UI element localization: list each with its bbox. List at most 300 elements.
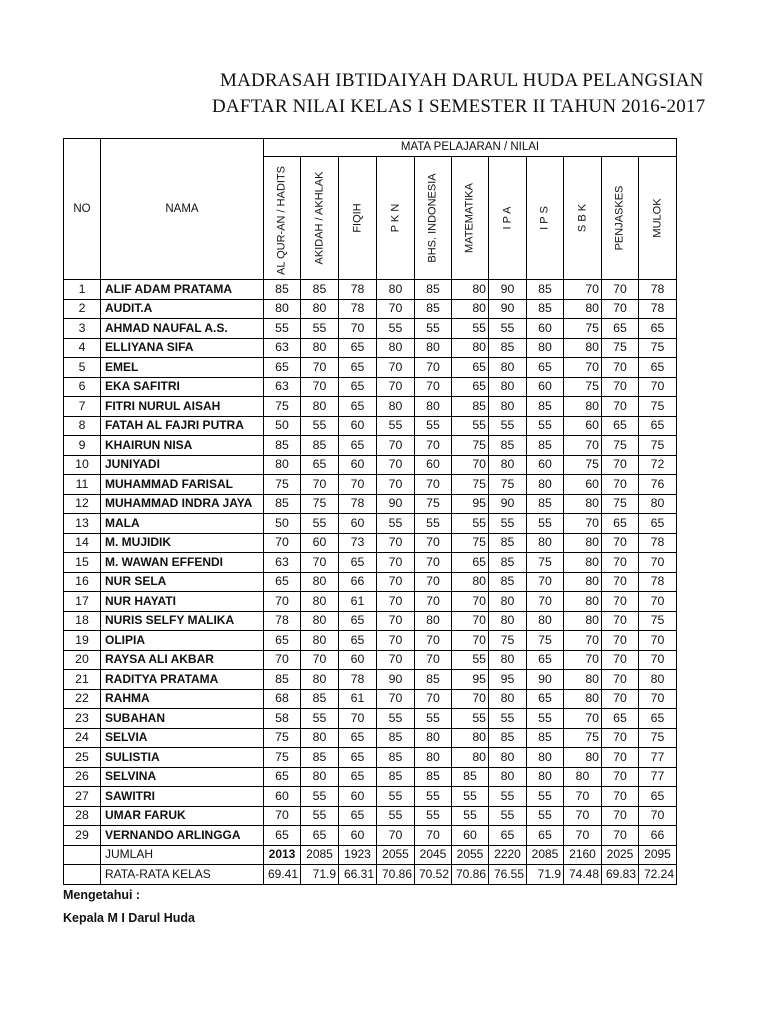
grade-cell: 55	[301, 319, 339, 339]
student-name: SUBAHAN	[101, 709, 264, 729]
grade-cell: 65	[339, 767, 377, 787]
grade-cell: 78	[639, 280, 677, 300]
grade-cell: 65	[264, 767, 301, 787]
grade-cell: 70	[602, 572, 639, 592]
grade-cell: 70	[602, 553, 639, 573]
grade-cell: 55	[489, 319, 527, 339]
table-row	[64, 455, 677, 475]
grade-cell: 80	[301, 397, 339, 417]
grade-cell: 55	[415, 787, 452, 807]
table-row	[64, 338, 677, 358]
grade-cell: 80	[301, 592, 339, 612]
header-nama: NAMA	[101, 139, 264, 280]
grade-cell: 85	[415, 299, 452, 319]
grade-cell: 80	[301, 572, 339, 592]
grade-cell: 78	[639, 299, 677, 319]
grade-cell: 65	[452, 553, 489, 573]
grade-cell: 85	[527, 280, 564, 300]
grade-cell: 70	[415, 592, 452, 612]
grade-cell: 55	[489, 709, 527, 729]
grade-cell: 85	[527, 494, 564, 514]
grade-cell: 55	[527, 709, 564, 729]
grade-cell: 80	[489, 377, 527, 397]
grade-cell: 80	[415, 728, 452, 748]
grade-cell: 55	[452, 709, 489, 729]
grade-cell: 80	[264, 299, 301, 319]
grade-cell: 75	[301, 494, 339, 514]
student-name: AHMAD NAUFAL A.S.	[101, 319, 264, 339]
grade-cell: 70	[602, 475, 639, 495]
row-number: 7	[64, 397, 101, 417]
grade-cell: 80	[489, 611, 527, 631]
grade-cell: 75	[527, 631, 564, 651]
summary-cell: 2025	[602, 845, 639, 865]
table-row	[64, 709, 677, 729]
grade-cell: 85	[264, 494, 301, 514]
grade-cell: 70	[339, 319, 377, 339]
grade-cell: 66	[339, 572, 377, 592]
table-row	[64, 611, 677, 631]
grade-cell: 55	[415, 709, 452, 729]
summary-cell: 69.83	[602, 865, 639, 885]
grade-cell: 60	[339, 826, 377, 846]
grade-cell: 65	[602, 416, 639, 436]
grade-cell: 55	[489, 416, 527, 436]
grade-cell: 65	[264, 631, 301, 651]
grade-cell: 55	[489, 514, 527, 534]
grade-cell: 70	[415, 572, 452, 592]
grade-cell: 55	[301, 416, 339, 436]
grade-cell: 65	[339, 553, 377, 573]
grade-cell: 70	[602, 455, 639, 475]
grade-cell: 55	[264, 319, 301, 339]
header-subject-label: S B K	[576, 203, 588, 233]
grade-cell: 80	[489, 455, 527, 475]
grade-cell: 55	[301, 709, 339, 729]
grade-cell: 65	[264, 358, 301, 378]
grade-cell: 75	[264, 475, 301, 495]
student-name: MUHAMMAD INDRA JAYA	[101, 494, 264, 514]
header-no: NO	[64, 139, 101, 280]
table-row	[64, 728, 677, 748]
grade-cell: 55	[452, 416, 489, 436]
header-subject	[564, 157, 602, 280]
footer-signatory: Kepala M I Darul Huda	[63, 911, 195, 925]
header-subject-label: P K N	[389, 203, 401, 233]
grade-cell: 85	[527, 397, 564, 417]
grade-cell: 75	[527, 553, 564, 573]
student-name: RAYSA ALI AKBAR	[101, 650, 264, 670]
grade-cell: 65	[639, 319, 677, 339]
table-row	[64, 397, 677, 417]
summary-cell: 2220	[489, 845, 527, 865]
row-number: 21	[64, 670, 101, 690]
grade-cell: 70	[602, 728, 639, 748]
grade-cell: 65	[339, 358, 377, 378]
grade-cell: 65	[339, 806, 377, 826]
grade-cell: 70	[602, 358, 639, 378]
grade-cell: 85	[301, 436, 339, 456]
grade-cell: 80	[452, 748, 489, 768]
grade-cell: 70	[564, 631, 602, 651]
grade-cell: 70	[564, 806, 602, 826]
grade-cell: 70	[452, 455, 489, 475]
grade-cell: 60	[339, 650, 377, 670]
grade-cell: 65	[339, 377, 377, 397]
header-subject	[377, 157, 415, 280]
grade-cell: 80	[377, 280, 415, 300]
grade-cell: 70	[602, 611, 639, 631]
grade-cell: 80	[489, 650, 527, 670]
grade-cell: 85	[527, 436, 564, 456]
grade-cell: 70	[602, 299, 639, 319]
grade-cell: 70	[301, 553, 339, 573]
summary-cell: 70.52	[415, 865, 452, 885]
grade-cell: 75	[564, 728, 602, 748]
summary-label: RATA-RATA KELAS	[101, 865, 264, 885]
table-row	[64, 670, 677, 690]
grade-cell: 70	[301, 358, 339, 378]
table-row	[64, 436, 677, 456]
grade-cell: 85	[264, 280, 301, 300]
grade-cell: 77	[639, 748, 677, 768]
grade-cell: 75	[564, 319, 602, 339]
grade-cell: 78	[639, 533, 677, 553]
grade-cell: 80	[301, 670, 339, 690]
grade-cell: 75	[602, 436, 639, 456]
grade-cell: 72	[639, 455, 677, 475]
row-number: 17	[64, 592, 101, 612]
grade-cell: 70	[639, 377, 677, 397]
header-subject-label: AKIDAH / AKHLAK	[313, 171, 325, 265]
summary-blank	[64, 865, 101, 885]
grade-cell: 95	[489, 670, 527, 690]
grade-cell: 61	[339, 689, 377, 709]
grade-cell: 80	[564, 494, 602, 514]
summary-label: JUMLAH	[101, 845, 264, 865]
header-subject-label: I P A	[501, 206, 513, 230]
summary-cell: 2160	[564, 845, 602, 865]
student-name: VERNANDO ARLINGGA	[101, 826, 264, 846]
row-number: 15	[64, 553, 101, 573]
grade-cell: 75	[564, 377, 602, 397]
summary-cell: 76.55	[489, 865, 527, 885]
grade-cell: 85	[527, 299, 564, 319]
grade-cell: 80	[301, 631, 339, 651]
grade-cell: 70	[301, 475, 339, 495]
grade-cell: 80	[564, 553, 602, 573]
grade-cell: 75	[452, 475, 489, 495]
grade-cell: 65	[527, 358, 564, 378]
grade-cell: 75	[639, 397, 677, 417]
grade-cell: 55	[415, 514, 452, 534]
document-title: MADRASAH IBTIDAIYAH DARUL HUDA PELANGSIAN	[220, 70, 704, 91]
grade-cell: 80	[489, 767, 527, 787]
grade-cell: 90	[527, 670, 564, 690]
grade-cell: 55	[415, 416, 452, 436]
grade-cell: 70	[415, 377, 452, 397]
grade-cell: 70	[564, 280, 602, 300]
table-row	[64, 689, 677, 709]
row-number: 1	[64, 280, 101, 300]
grade-cell: 80	[489, 592, 527, 612]
summary-cell: 66.31	[339, 865, 377, 885]
row-number: 19	[64, 631, 101, 651]
grade-cell: 63	[264, 338, 301, 358]
grade-cell: 70	[639, 592, 677, 612]
grade-cell: 75	[489, 631, 527, 651]
grade-cell: 70	[602, 806, 639, 826]
student-name: FITRI NURUL AISAH	[101, 397, 264, 417]
grade-cell: 65	[301, 826, 339, 846]
row-number: 22	[64, 689, 101, 709]
grade-cell: 65	[639, 358, 677, 378]
summary-cell: 2055	[377, 845, 415, 865]
row-number: 2	[64, 299, 101, 319]
grade-cell: 75	[415, 494, 452, 514]
table-row	[64, 299, 677, 319]
grade-cell: 80	[527, 475, 564, 495]
sum-row-average	[64, 865, 677, 885]
grade-cell: 70	[377, 455, 415, 475]
grade-cell: 80	[301, 338, 339, 358]
grade-cell: 75	[264, 397, 301, 417]
summary-cell: 69.41	[264, 865, 301, 885]
grade-cell: 80	[489, 689, 527, 709]
table-row	[64, 494, 677, 514]
grade-cell: 78	[339, 299, 377, 319]
grade-cell: 80	[452, 728, 489, 748]
grade-cell: 65	[639, 514, 677, 534]
grade-cell: 55	[452, 650, 489, 670]
student-name: M. WAWAN EFFENDI	[101, 553, 264, 573]
grade-cell: 75	[452, 436, 489, 456]
grade-cell: 80	[527, 338, 564, 358]
header-subject	[602, 157, 639, 280]
grade-cell: 65	[639, 709, 677, 729]
student-name: SULISTIA	[101, 748, 264, 768]
grade-cell: 75	[264, 728, 301, 748]
grade-cell: 80	[301, 767, 339, 787]
grade-cell: 70	[377, 592, 415, 612]
grade-cell: 80	[452, 299, 489, 319]
grade-cell: 78	[339, 280, 377, 300]
header-subject	[527, 157, 564, 280]
grade-cell: 70	[377, 631, 415, 651]
grade-cell: 63	[264, 553, 301, 573]
grade-cell: 70	[564, 787, 602, 807]
grade-cell: 85	[452, 397, 489, 417]
header-subject	[452, 157, 489, 280]
grade-cell: 65	[339, 748, 377, 768]
grade-cell: 80	[527, 748, 564, 768]
student-name: OLIPIA	[101, 631, 264, 651]
student-name: SELVINA	[101, 767, 264, 787]
header-subject-label: AL QUR-AN / HADITS	[275, 166, 288, 275]
grade-cell: 65	[339, 338, 377, 358]
table-row	[64, 592, 677, 612]
grade-cell: 50	[264, 514, 301, 534]
grade-cell: 70	[264, 806, 301, 826]
table-row	[64, 416, 677, 436]
grade-cell: 60	[527, 455, 564, 475]
grade-cell: 70	[564, 358, 602, 378]
grade-cell: 60	[527, 319, 564, 339]
grade-cell: 80	[564, 670, 602, 690]
grade-cell: 55	[527, 514, 564, 534]
student-name: RAHMA	[101, 689, 264, 709]
student-name: M. MUJIDIK	[101, 533, 264, 553]
row-number: 6	[64, 377, 101, 397]
grade-cell: 75	[264, 748, 301, 768]
grade-cell: 85	[264, 436, 301, 456]
grade-cell: 85	[415, 767, 452, 787]
grade-cell: 55	[377, 416, 415, 436]
grade-cell: 55	[527, 416, 564, 436]
grade-cell: 80	[564, 611, 602, 631]
grade-cell: 80	[564, 767, 602, 787]
grades-table	[63, 138, 677, 885]
row-number: 28	[64, 806, 101, 826]
student-name: UMAR FARUK	[101, 806, 264, 826]
grade-cell: 55	[377, 709, 415, 729]
row-number: 11	[64, 475, 101, 495]
grade-cell: 70	[602, 767, 639, 787]
row-number: 13	[64, 514, 101, 534]
grade-cell: 55	[301, 806, 339, 826]
grade-cell: 70	[415, 631, 452, 651]
grade-cell: 90	[489, 494, 527, 514]
grade-cell: 70	[452, 689, 489, 709]
grade-cell: 80	[452, 280, 489, 300]
grade-cell: 65	[339, 728, 377, 748]
row-number: 14	[64, 533, 101, 553]
footer-acknowledged: Mengetahui :	[63, 888, 141, 902]
table-row	[64, 475, 677, 495]
table-row	[64, 572, 677, 592]
grade-cell: 70	[377, 475, 415, 495]
header-subject-group: MATA PELAJARAN / NILAI	[264, 139, 677, 157]
sum-row-total	[64, 845, 677, 865]
grade-cell: 85	[377, 767, 415, 787]
student-name: SELVIA	[101, 728, 264, 748]
header-subject	[415, 157, 452, 280]
grade-cell: 80	[452, 338, 489, 358]
grade-cell: 80	[377, 338, 415, 358]
grade-cell: 70	[377, 553, 415, 573]
grade-cell: 75	[602, 338, 639, 358]
grade-cell: 55	[452, 514, 489, 534]
row-number: 18	[64, 611, 101, 631]
grade-cell: 70	[602, 280, 639, 300]
row-number: 12	[64, 494, 101, 514]
student-name: KHAIRUN NISA	[101, 436, 264, 456]
grade-cell: 65	[264, 826, 301, 846]
grade-cell: 70	[415, 475, 452, 495]
grade-cell: 70	[602, 650, 639, 670]
grade-cell: 60	[564, 416, 602, 436]
summary-cell: 71.9	[527, 865, 564, 885]
grade-cell: 60	[415, 455, 452, 475]
summary-cell: 2045	[415, 845, 452, 865]
grade-cell: 50	[264, 416, 301, 436]
grade-cell: 70	[564, 650, 602, 670]
grade-cell: 61	[339, 592, 377, 612]
grade-cell: 60	[264, 787, 301, 807]
summary-blank	[64, 845, 101, 865]
grade-cell: 80	[564, 689, 602, 709]
grade-cell: 85	[489, 728, 527, 748]
grade-cell: 70	[639, 631, 677, 651]
document-subtitle: DAFTAR NILAI KELAS I SEMESTER II TAHUN 2016-2017	[212, 96, 706, 117]
summary-cell: 1923	[339, 845, 377, 865]
grade-cell: 60	[339, 514, 377, 534]
grade-cell: 80	[489, 358, 527, 378]
summary-cell: 72.24	[639, 865, 677, 885]
row-number: 9	[64, 436, 101, 456]
grade-cell: 65	[339, 631, 377, 651]
grade-cell: 70	[377, 689, 415, 709]
grade-cell: 75	[602, 494, 639, 514]
grade-cell: 60	[527, 377, 564, 397]
grade-cell: 65	[639, 787, 677, 807]
grade-cell: 58	[264, 709, 301, 729]
grade-cell: 90	[489, 280, 527, 300]
grade-cell: 63	[264, 377, 301, 397]
grade-cell: 60	[339, 416, 377, 436]
grade-cell: 80	[527, 611, 564, 631]
student-name: JUNIYADI	[101, 455, 264, 475]
grade-cell: 85	[301, 689, 339, 709]
grade-cell: 78	[639, 572, 677, 592]
grade-cell: 80	[415, 397, 452, 417]
row-number: 26	[64, 767, 101, 787]
grade-cell: 65	[639, 416, 677, 436]
grade-cell: 85	[415, 670, 452, 690]
grade-cell: 80	[564, 533, 602, 553]
grade-cell: 60	[564, 475, 602, 495]
grade-cell: 70	[377, 611, 415, 631]
grade-cell: 70	[377, 572, 415, 592]
table-row	[64, 533, 677, 553]
grade-cell: 60	[339, 787, 377, 807]
grade-cell: 70	[564, 709, 602, 729]
table-row	[64, 514, 677, 534]
grade-cell: 85	[301, 280, 339, 300]
table-row	[64, 553, 677, 573]
grade-cell: 66	[639, 826, 677, 846]
student-name: ELLIYANA SIFA	[101, 338, 264, 358]
grade-cell: 80	[415, 611, 452, 631]
table-row	[64, 806, 677, 826]
grade-cell: 75	[639, 436, 677, 456]
row-number: 8	[64, 416, 101, 436]
grade-cell: 77	[639, 767, 677, 787]
student-name: FATAH AL FAJRI PUTRA	[101, 416, 264, 436]
header-subject-label: MULOK	[651, 198, 663, 238]
grade-cell: 90	[377, 670, 415, 690]
grade-cell: 85	[415, 280, 452, 300]
grade-cell: 85	[527, 728, 564, 748]
grade-cell: 85	[377, 728, 415, 748]
grade-cell: 55	[452, 787, 489, 807]
summary-cell: 70.86	[452, 865, 489, 885]
grade-cell: 76	[639, 475, 677, 495]
grade-cell: 70	[339, 709, 377, 729]
grade-cell: 80	[377, 397, 415, 417]
grade-cell: 70	[377, 533, 415, 553]
row-number: 4	[64, 338, 101, 358]
